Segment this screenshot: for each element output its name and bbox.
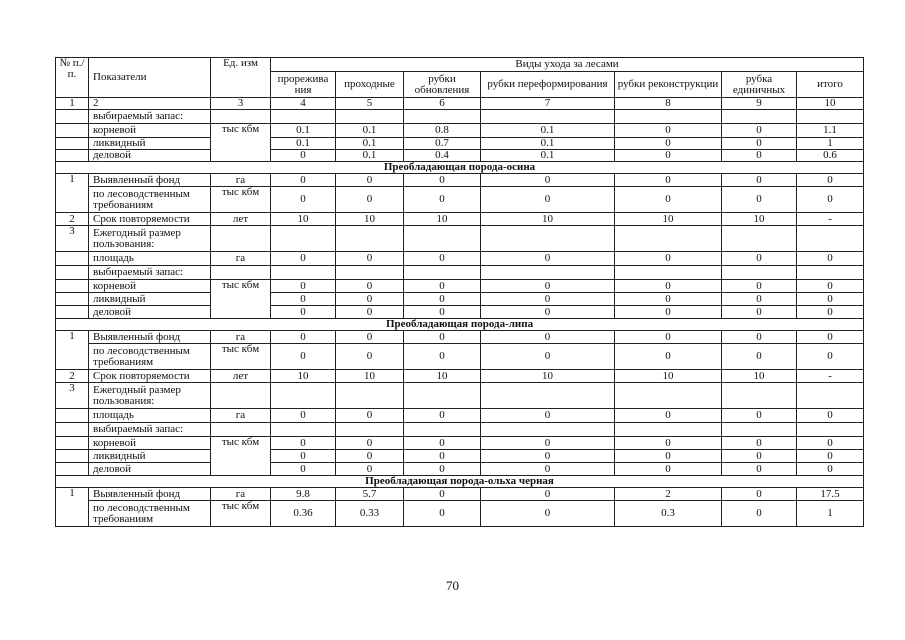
value-cell: 0: [271, 280, 336, 293]
value-cell: 0: [271, 409, 336, 423]
unit-cell: тыс кбм: [211, 501, 271, 527]
value-cell: 0: [271, 344, 336, 370]
row-label: Ежегодный размер пользования:: [89, 226, 211, 252]
value-cell: 0: [336, 174, 404, 187]
row-label: по лесоводственным требованиям: [89, 187, 211, 213]
value-cell: 0: [722, 488, 797, 501]
value-cell: 0: [722, 187, 797, 213]
value-cell: 0: [797, 187, 864, 213]
row-label: Ежегодный размер пользования:: [89, 383, 211, 409]
value-cell: 0: [481, 450, 615, 463]
row-label: ликвидный: [89, 293, 211, 306]
value-cell: -: [797, 213, 864, 226]
value-cell: 0: [271, 187, 336, 213]
value-cell: 0: [404, 463, 481, 476]
row-number: 3: [56, 383, 89, 409]
value-cell: 0: [615, 437, 722, 450]
value-cell: 10: [404, 370, 481, 383]
value-cell: 0.8: [404, 124, 481, 138]
table-row: [56, 383, 864, 409]
table-row: [56, 488, 864, 501]
unit-cell: лет: [211, 370, 271, 383]
value-cell: 0: [481, 501, 615, 527]
value-cell: 0: [336, 437, 404, 450]
value-cell: 0: [404, 488, 481, 501]
row-label: деловой: [89, 306, 211, 319]
value-cell: 0: [481, 409, 615, 423]
value-cell: 0: [336, 306, 404, 319]
value-cell: 0: [615, 280, 722, 293]
value-cell: 0: [797, 174, 864, 187]
value-cell: 0: [615, 252, 722, 266]
value-cell: -: [797, 370, 864, 383]
value-cell: 0: [271, 437, 336, 450]
table-row: [56, 150, 864, 162]
table-row: [56, 501, 864, 527]
row-label: Срок повторяемости: [89, 370, 211, 383]
row-label: Выявленный фонд: [89, 331, 211, 344]
table-row: [56, 331, 864, 344]
value-cell: 0: [615, 124, 722, 138]
unit-cell: га: [211, 174, 271, 187]
table-row: [56, 174, 864, 187]
table-row: [56, 450, 864, 463]
value-cell: 0: [722, 463, 797, 476]
value-cell: 0: [722, 138, 797, 150]
col-number: 1: [56, 98, 89, 110]
value-cell: 10: [722, 213, 797, 226]
value-cell: 0: [404, 450, 481, 463]
row-number: 3: [56, 226, 89, 252]
value-cell: 0: [404, 344, 481, 370]
value-cell: 0: [615, 306, 722, 319]
value-cell: 0: [722, 280, 797, 293]
unit-cell: га: [211, 331, 271, 344]
unit-cell: тыс кбм: [211, 437, 271, 476]
value-cell: 0: [271, 450, 336, 463]
value-cell: 0.1: [481, 124, 615, 138]
value-cell: 0: [271, 331, 336, 344]
table-row: [56, 344, 864, 370]
value-cell: 0: [722, 344, 797, 370]
table-row: [56, 138, 864, 150]
col-number: 4: [271, 98, 336, 110]
row-label: корневой: [89, 124, 211, 138]
value-cell: 0: [797, 409, 864, 423]
col-number: 8: [615, 98, 722, 110]
value-cell: 0: [615, 450, 722, 463]
table-row: [56, 409, 864, 423]
value-cell: 0: [404, 252, 481, 266]
section-title: Преобладающая порода-липа: [56, 319, 864, 331]
value-cell: 0: [797, 280, 864, 293]
value-cell: 0: [722, 150, 797, 162]
value-cell: 0: [271, 150, 336, 162]
value-cell: 0: [797, 344, 864, 370]
section-title: Преобладающая порода-осина: [56, 162, 864, 174]
value-cell: 0: [722, 124, 797, 138]
header-num: № п./п.: [56, 58, 89, 98]
value-cell: 0: [722, 293, 797, 306]
value-cell: 0: [271, 174, 336, 187]
value-cell: 0: [404, 280, 481, 293]
header-col: рубки переформирования: [481, 72, 615, 98]
value-cell: 10: [404, 213, 481, 226]
value-cell: 0: [615, 174, 722, 187]
unit-cell: га: [211, 488, 271, 501]
value-cell: 0.1: [481, 150, 615, 162]
value-cell: 0: [336, 252, 404, 266]
value-cell: 0: [481, 331, 615, 344]
unit-cell: га: [211, 252, 271, 266]
value-cell: 0.6: [797, 150, 864, 162]
value-cell: 0: [481, 344, 615, 370]
value-cell: 0.1: [336, 150, 404, 162]
value-cell: 0: [481, 187, 615, 213]
table-row: [56, 252, 864, 266]
value-cell: 10: [615, 213, 722, 226]
value-cell: 10: [481, 370, 615, 383]
value-cell: 0: [404, 437, 481, 450]
value-cell: 0.33: [336, 501, 404, 527]
row-label: площадь: [89, 409, 211, 423]
table-row: [56, 293, 864, 306]
row-label: ликвидный: [89, 450, 211, 463]
value-cell: 0: [797, 331, 864, 344]
page-number: 70: [446, 578, 459, 593]
value-cell: 10: [271, 370, 336, 383]
value-cell: 17.5: [797, 488, 864, 501]
value-cell: 0.1: [336, 138, 404, 150]
header-col: итого: [797, 72, 864, 98]
unit-cell: тыс кбм: [211, 124, 271, 162]
row-label: по лесоводственным требованиям: [89, 501, 211, 527]
value-cell: 0: [615, 409, 722, 423]
header-col: прорежива ния: [271, 72, 336, 98]
value-cell: 0: [797, 463, 864, 476]
row-number: 1: [56, 488, 89, 527]
value-cell: 10: [481, 213, 615, 226]
header-unit: Ед. изм: [211, 58, 271, 98]
value-cell: 0: [404, 187, 481, 213]
row-number: 1: [56, 174, 89, 213]
value-cell: 0: [615, 150, 722, 162]
table-row: [56, 266, 864, 280]
value-cell: 0: [404, 306, 481, 319]
section-title: Преобладающая порода-ольха черная: [56, 476, 864, 488]
value-cell: 0: [797, 293, 864, 306]
value-cell: 0.1: [271, 124, 336, 138]
row-label: выбираемый запас:: [89, 266, 211, 280]
row-label: выбираемый запас:: [89, 110, 211, 124]
col-number: 7: [481, 98, 615, 110]
unit-cell: тыс кбм: [211, 280, 271, 319]
value-cell: 0: [336, 450, 404, 463]
unit-cell: тыс кбм: [211, 344, 271, 370]
value-cell: 0: [797, 437, 864, 450]
value-cell: 9.8: [271, 488, 336, 501]
row-label: корневой: [89, 437, 211, 450]
table-row: [56, 463, 864, 476]
value-cell: 0: [404, 501, 481, 527]
row-label: деловой: [89, 463, 211, 476]
value-cell: 0: [722, 501, 797, 527]
value-cell: 0: [722, 437, 797, 450]
table-row: [56, 226, 864, 252]
row-number: 2: [56, 213, 89, 226]
col-number: 5: [336, 98, 404, 110]
value-cell: 0: [722, 331, 797, 344]
value-cell: 0: [336, 409, 404, 423]
row-label: площадь: [89, 252, 211, 266]
value-cell: 0: [722, 174, 797, 187]
table-row: [56, 423, 864, 437]
value-cell: 0: [404, 331, 481, 344]
value-cell: 1.1: [797, 124, 864, 138]
value-cell: 0: [615, 331, 722, 344]
value-cell: 0: [722, 306, 797, 319]
col-number: 2: [89, 98, 211, 110]
row-label: ликвидный: [89, 138, 211, 150]
col-number: 10: [797, 98, 864, 110]
value-cell: 0.4: [404, 150, 481, 162]
col-number: 9: [722, 98, 797, 110]
value-cell: 0: [404, 293, 481, 306]
value-cell: 0: [336, 463, 404, 476]
col-number: 3: [211, 98, 271, 110]
value-cell: 0: [481, 306, 615, 319]
value-cell: 0: [797, 252, 864, 266]
value-cell: 0: [481, 437, 615, 450]
value-cell: 0: [722, 450, 797, 463]
row-number: 1: [56, 331, 89, 370]
forest-care-table: [55, 57, 864, 527]
value-cell: 0.36: [271, 501, 336, 527]
table-row: [56, 370, 864, 383]
row-label: Выявленный фонд: [89, 174, 211, 187]
table-row: [56, 187, 864, 213]
col-number: 6: [404, 98, 481, 110]
value-cell: 0: [481, 488, 615, 501]
value-cell: 0: [481, 174, 615, 187]
value-cell: 0: [271, 463, 336, 476]
row-label: выбираемый запас:: [89, 423, 211, 437]
unit-cell: тыс кбм: [211, 187, 271, 213]
value-cell: 2: [615, 488, 722, 501]
value-cell: 0: [481, 280, 615, 293]
table-row: [56, 437, 864, 450]
value-cell: 0: [481, 252, 615, 266]
value-cell: 0: [271, 293, 336, 306]
table-row: [56, 280, 864, 293]
value-cell: 0: [271, 306, 336, 319]
value-cell: 0: [404, 174, 481, 187]
value-cell: 0.1: [271, 138, 336, 150]
header-indicator: Показатели: [89, 58, 211, 98]
value-cell: 0: [481, 463, 615, 476]
value-cell: 0: [336, 344, 404, 370]
value-cell: 0: [336, 280, 404, 293]
value-cell: 0: [615, 344, 722, 370]
header-col: рубки реконструкции: [615, 72, 722, 98]
value-cell: 0: [722, 409, 797, 423]
value-cell: 0: [336, 293, 404, 306]
value-cell: 0: [797, 306, 864, 319]
value-cell: 0: [271, 252, 336, 266]
row-label: корневой: [89, 280, 211, 293]
value-cell: 0.7: [404, 138, 481, 150]
value-cell: 0: [615, 293, 722, 306]
table-row: [56, 213, 864, 226]
value-cell: 0: [336, 331, 404, 344]
row-label: Выявленный фонд: [89, 488, 211, 501]
row-label: деловой: [89, 150, 211, 162]
value-cell: 10: [722, 370, 797, 383]
value-cell: 5.7: [336, 488, 404, 501]
value-cell: 1: [797, 501, 864, 527]
value-cell: 0: [615, 187, 722, 213]
table-row: [56, 124, 864, 138]
value-cell: 10: [336, 213, 404, 226]
row-label: по лесоводственным требованиям: [89, 344, 211, 370]
value-cell: 10: [336, 370, 404, 383]
value-cell: 0: [481, 293, 615, 306]
value-cell: 0.3: [615, 501, 722, 527]
value-cell: 1: [797, 138, 864, 150]
value-cell: 0.1: [481, 138, 615, 150]
unit-cell: га: [211, 409, 271, 423]
column-numbers-row: [56, 98, 864, 110]
row-label: Срок повторяемости: [89, 213, 211, 226]
value-cell: 0: [797, 450, 864, 463]
value-cell: 10: [615, 370, 722, 383]
value-cell: 0: [336, 187, 404, 213]
value-cell: 10: [271, 213, 336, 226]
header-col: проходные: [336, 72, 404, 98]
value-cell: 0: [404, 409, 481, 423]
value-cell: 0: [615, 138, 722, 150]
header-col: рубки обновления: [404, 72, 481, 98]
header-col: рубка единичных: [722, 72, 797, 98]
table-row: [56, 110, 864, 124]
row-number: 2: [56, 370, 89, 383]
unit-cell: лет: [211, 213, 271, 226]
value-cell: 0: [722, 252, 797, 266]
header-group: Виды ухода за лесами: [271, 58, 864, 72]
table-row: [56, 306, 864, 319]
value-cell: 0.1: [336, 124, 404, 138]
value-cell: 0: [615, 463, 722, 476]
